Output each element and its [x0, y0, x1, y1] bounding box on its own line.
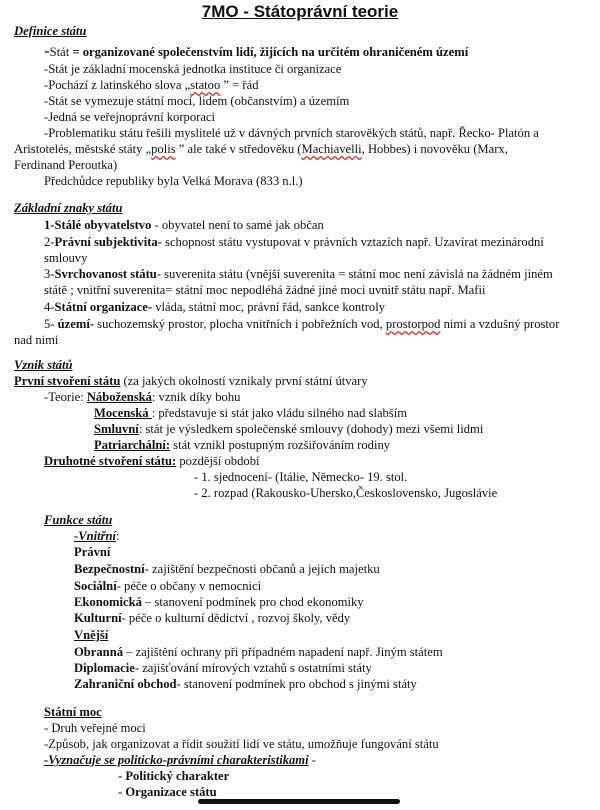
- definice-line-3: -Pochází z latinského slova „statoo ” = řád: [44, 78, 259, 92]
- znaky-item-5: 5- území- suchozemský prostor, plocha vnitřních i pobřežních vod, prostorpod nimi a vzdušný prostor: [44, 317, 560, 331]
- vznik-teorie-2: Mocenská : představuje si stát jako vládu silného nad slabším: [94, 406, 408, 420]
- section-heading-definice: Definice státu: [14, 24, 87, 38]
- funkce-bezpecnostni: Bezpečnostní- zajištění bezpečnosti občanů a jejich majetku: [74, 562, 380, 576]
- definice-line-5: -Jedná se veřejnoprávní korporaci: [44, 110, 215, 124]
- funkce-ekonomicka: Ekonomická – stanovení podmínek pro chod ekonomiky: [74, 595, 364, 609]
- znaky-item-2-cont: smlouvy: [44, 251, 88, 265]
- moc-line-1: - Druh veřejné moci: [44, 721, 146, 735]
- vznik-druhotne-2: - 2. rozpad (Rakousko-Uhersko,Československo, Jugoslávie: [194, 486, 498, 500]
- home-indicator[interactable]: [198, 799, 400, 804]
- moc-line-2: -Způsob, jak organizovat a řídit soužití lidí ve státu, umožňuje fungování státu: [44, 737, 439, 751]
- funkce-socialni: Sociální- péče o občany v nemocnici: [74, 579, 262, 593]
- vznik-teorie-1: -Teorie: Náboženská: vznik díky bohu: [44, 390, 241, 404]
- definice-line-8: Ferdinand Peroutka): [14, 158, 118, 172]
- funkce-vnitrni: -Vnitřní:: [74, 529, 120, 543]
- vznik-teorie-4: Patriarchální: stát vznikl postupným rozšiřováním rodiny: [94, 438, 391, 452]
- vznik-druhotne: Druhotné stvoření státu: pozdější období: [44, 454, 260, 468]
- funkce-vnejsi: Vnější: [74, 628, 109, 642]
- znaky-item-5-cont: nad nimi: [14, 333, 59, 347]
- znaky-item-4: 4-Státní organizace- vláda, státní moc, právní řád, sankce kontroly: [44, 300, 386, 314]
- znaky-item-2: 2-Právní subjektivita- schopnost státu vystupovat v právních vztazích např. Uzavírat mezinárodní: [44, 235, 544, 249]
- definice-line-2: -Stát je základní mocenská jednotka instituce či organizace: [44, 62, 342, 76]
- section-heading-funkce: Funkce státu: [44, 513, 113, 527]
- funkce-pravni: Právní: [74, 545, 111, 559]
- funkce-obranna: Obranná – zajištění ochrany při případném napadení např. Jiným státem: [74, 645, 443, 659]
- moc-item-organizace: - Organizace státu: [118, 785, 217, 799]
- page-title: 7MO - Státoprávní teorie: [201, 2, 399, 21]
- funkce-kulturni: Kulturní- péče o kulturní dědictví , rozvoj školy, vědy: [74, 611, 351, 625]
- vznik-druhotne-1: - 1. sjednocení- (Itálie, Německo- 19. stol.: [194, 470, 408, 484]
- definice-line-9: Předchůdce republiky byla Velká Morava (833 n.l.): [44, 174, 303, 188]
- definice-line-6: -Problematiku státu řešili myslitelé už v dávných prvních starověkých států, např. Řecko- Platón a: [44, 126, 539, 140]
- moc-line-3: -Vyznačuje se politicko-právními charakteristikami -: [44, 753, 316, 767]
- moc-item-politicky: - Politický charakter: [118, 769, 230, 783]
- section-heading-znaky: Základní znaky státu: [14, 201, 123, 215]
- funkce-zahranicni-obchod: Zahraniční obchod- stanovení podmínek pro obchod s jinými státy: [74, 677, 417, 691]
- definice-line-1: -Stát = organizované společenstvím lidí, žijících na určitém ohraničeném území: [44, 41, 469, 60]
- definice-line-4: -Stát se vymezuje státní mocí, lidem (občanstvím) a územím: [44, 94, 350, 108]
- definice-line-7: Aristotelés, městské státy „polis ” ale také v středověku (Machiavelli, Hobbes) i novověku (Marx,: [14, 142, 508, 156]
- vznik-prvni: První stvoření státu (za jakých okolností vznikaly první státní útvary: [14, 374, 368, 388]
- znaky-item-3-cont: státě ; vnitřní suverenita= státní moc nepodléhá žádné jiné moci uvnitř státu např. Mafii: [44, 283, 486, 297]
- section-heading-vznik: Vznik států: [14, 358, 73, 372]
- funkce-diplomacie: Diplomacie- zajišťování mírových vztahů s ostatními státy: [74, 661, 372, 675]
- section-heading-moc: Státní moc: [44, 705, 102, 719]
- znaky-item-1: 1-Stálé obyvatelstvo - obyvatel není to samé jak občan: [44, 218, 324, 232]
- vznik-teorie-3: Smluvní: stát je výsledkem společenské smlouvy (dohody) mezi všemi lidmi: [94, 422, 484, 436]
- znaky-item-3: 3-Svrchovanost státu- suverenita státu (vnější suverenita = státní moc není závislá na žádném jiném: [44, 267, 553, 281]
